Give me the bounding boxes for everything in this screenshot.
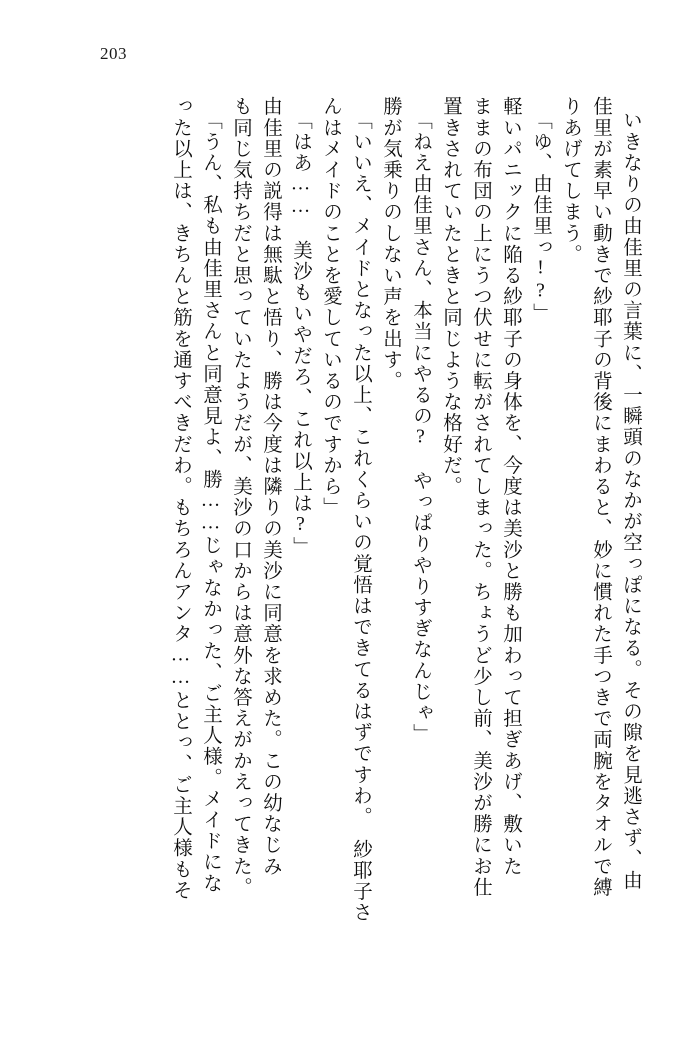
text-line: いきなりの由佳里の言葉に、一瞬頭のなかが空っぽになる。その隙を見逃さず、由	[620, 110, 641, 891]
page-number: 203	[100, 44, 127, 63]
text-line: りあげてしまう。	[560, 96, 581, 265]
text-line: 佳里が素早い動きで紗耶子の背後にまわると、妙に慣れた手つきで両腕をタオルで縛	[590, 96, 611, 898]
text-line: った以上は、きちんと筋を通すべきだわ。もちろんアンタ……ととっ、ご主人様もそ	[170, 96, 191, 901]
text-line: んはメイドのことを愛しているのですから」	[320, 96, 341, 518]
text-line: も同じ気持ちだと思っていたようだが、美沙の口からは意外な答えがかえってきた。	[230, 96, 251, 898]
text-line: 「いいえ、メイドとなった以上、これくらいの覚悟はできてるはずですわ。 紗耶子さ	[350, 110, 371, 924]
text-line: 軽いパニックに陥る紗耶子の身体を、今度は美沙と勝も加わって担ぎあげ、敷いた	[500, 96, 521, 877]
text-line: 「うん、私も由佳里さんと同意見よ、勝……じゃなかった、ご主人様。メイドにな	[200, 110, 221, 894]
text-line: ままの布団の上にうつ伏せに転がされてしまった。ちょうど少し前、美沙が勝にお仕	[470, 96, 491, 898]
text-line: 「ねえ由佳里さん、本当にやるの? やっぱりやりすぎなんじゃ」	[410, 110, 431, 745]
text-line: 由佳里の説得は無駄と悟り、勝は今度は隣りの美沙に同意を求めた。この幼なじみ	[260, 96, 281, 877]
text-line: 「ゆ、由佳里っ!?」	[530, 110, 551, 324]
body-text-vertical	[60, 96, 640, 980]
text-line: 勝が気乗りのしない声を出す。	[380, 96, 401, 392]
text-line: 置きされていたときと同じような格好だ。	[440, 96, 461, 497]
text-line: 「はあ…… 美沙もいやだろ、これ以上は?」	[290, 110, 311, 558]
